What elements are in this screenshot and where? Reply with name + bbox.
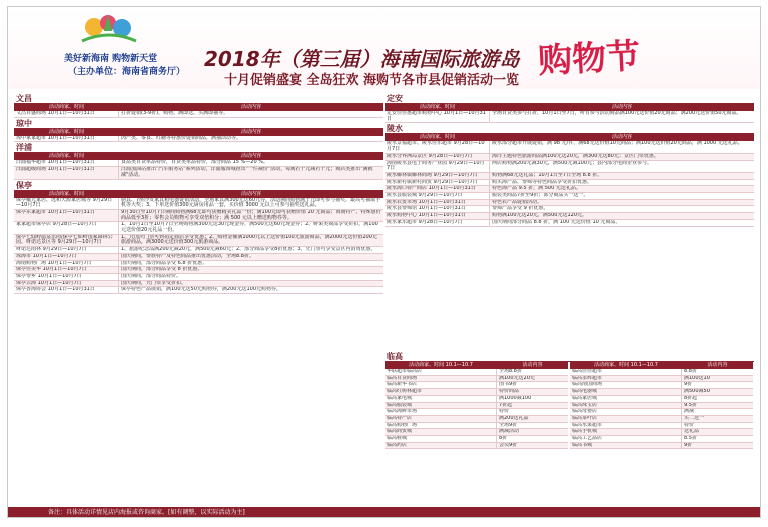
store-cell: 临高母婴店: [570, 409, 682, 415]
content-cell: 洋浦加油站推出"汽车服务站"系列活动，洋浦服饰城推出"一件减价"活动，每满若干元减若干元；商店类推出"满就减"活动。: [121, 167, 373, 178]
content-cell: 9月30日至10月7日期间购物满68元即可获赠精美礼品一份；满100元即可获赠价值 20 元商品；海南特产、特殊惠价商品低至3折；零售会员购物可享受双倍积分；满 500 元以上赠送购物券等。: [121, 209, 381, 221]
store-cell: 文昌百盛商场 10月1日—10月31日: [14, 111, 119, 117]
table-row: [385, 369, 568, 376]
footer-note: 备注：具体活动详情见店内海报或咨询商家。[如有调整，以实际活动为主]: [8, 507, 760, 518]
region-title: 洋浦: [14, 142, 383, 153]
table-row: [14, 167, 383, 179]
header-store: 活动商家、时间: [419, 104, 455, 110]
store-cell: 保亭东家超市 10月1日—10月31日: [14, 210, 119, 221]
store-cell: 临高南国商场: [570, 382, 682, 388]
content-cell: 买二送一: [684, 415, 705, 421]
table-row: [385, 429, 568, 436]
store-cell: 陵水家乐超市 9月28日—10月7日: [385, 220, 490, 226]
content-cell: 1、10月1日至10月7日全场购物满300元送30元现金券，满500元送60元现金券；2、鲜果类商品享受折扣，满100元送价值20元礼品一份。: [121, 222, 378, 234]
table-header: [385, 104, 754, 111]
table-row: [385, 193, 754, 200]
header-content: 活动内容: [240, 153, 261, 160]
store-cell: 陵水县服装城 9月29日—10月7日: [385, 193, 490, 199]
store-cell: 临高商贸城: [385, 429, 497, 435]
content-cell: 9折: [684, 382, 693, 388]
linlin-table-left: [385, 362, 568, 449]
table-row: [385, 382, 568, 389]
content-cell: 特色农产品促销活动。: [492, 199, 543, 205]
content-cell: 国庆期间，黎族特产及特色商品推出优惠活动，全场8.8折。: [121, 253, 254, 259]
table-row: [570, 376, 753, 383]
linlin-table-right: [570, 362, 753, 449]
header-store: 活动商家、时间 10.1—10.7: [409, 362, 473, 368]
table-row: [385, 436, 568, 443]
table-row: [385, 111, 754, 123]
table-header: [385, 362, 568, 369]
region-title: 保亭: [14, 180, 383, 191]
table-row: [385, 220, 754, 227]
store-cell: 临高海鲜市场: [385, 409, 497, 415]
region-title: 临高: [385, 351, 754, 362]
store-cell: 洋浦超级商场 10月1日—10月31日: [14, 167, 119, 178]
table-row: [385, 186, 754, 193]
table-row: [385, 396, 568, 403]
store-cell: 陵水分界洲岛景区 9月28日—10月7日: [385, 154, 490, 160]
table-row: [14, 254, 383, 261]
page-subtitle: 十月促销盛宴 全岛狂欢 海购节各市县促销活动一览: [224, 73, 520, 88]
region-title: 文昌: [14, 93, 383, 104]
store-cell: 临高药店: [385, 443, 497, 449]
region-title: 陵水: [385, 123, 754, 134]
table-row: [14, 261, 383, 268]
table-header: [570, 362, 753, 369]
store-cell: 临高珠宝店: [570, 403, 682, 409]
store-cell: 保亭七仙岭温泉乐园/保亭七仙岭国家森林公园、呀诺达景区等 9月29日—10月7日: [14, 235, 119, 246]
content-cell: 全场8.8折: [499, 369, 522, 374]
content-cell: 国庆期间，凭门票享受折扣。: [121, 280, 187, 286]
table-row: [14, 267, 383, 274]
store-cell: 临高永辉超市: [570, 376, 682, 382]
store-cell: 临高特产店: [385, 416, 497, 422]
store-cell: 陵水新村镇新村商贸 9月29日—10月7日: [385, 180, 490, 186]
table-row: [385, 423, 568, 430]
store-cell: 临高水果超市: [570, 423, 682, 429]
table-row: [14, 247, 383, 254]
table-row: [385, 443, 568, 450]
store-cell: 陵水县黎锦馆 10月1日—10月31日: [385, 206, 490, 212]
content-cell: 国庆期间部分商品 8.8 折，满 100 元送价值 10 元商品。: [492, 219, 621, 225]
table-row: [385, 173, 754, 180]
header-store: 活动商家、时间 10.1—10.7: [594, 362, 658, 368]
content-cell: 黎锦产品享受 9 折优惠。: [492, 206, 549, 212]
store-cell: 保亭椰元家居、远和天源家居城等 9月29日—10月7日: [14, 198, 119, 209]
table-row: [385, 141, 754, 153]
table-row: [385, 200, 754, 207]
table-row: [385, 409, 568, 416]
table-row: [570, 409, 753, 416]
region-title: 琼中: [14, 118, 383, 129]
content-cell: 9折: [684, 442, 693, 448]
header-store: 活动商家、时间: [48, 128, 84, 135]
content-cell: 8.5折: [684, 436, 697, 442]
table-row: [570, 389, 753, 396]
content-cell: 国庆期间，部分商品享受 6.8 折优惠。: [121, 260, 208, 266]
store-cell: 临高红树林超市: [385, 389, 497, 395]
content-cell: 8折起: [684, 395, 698, 401]
header-content: 活动内容: [522, 362, 543, 368]
content-cell: 1、凭国庆门票可到指定商店享受优惠；2、购物金额满1000元以上送价值100元旅游商品，满2000元送价值200元旅游商品，满3000元送价值300元旅游商品。: [121, 234, 377, 246]
store-cell: 陵水农贸市场 10月1日—10月31日: [385, 200, 490, 206]
store-cell: 临高佳佳超市: [570, 369, 682, 375]
table-row: [14, 111, 383, 118]
content-cell: 网店购物满200元减30元，满500元减100元；县内部分电商企业参与。: [492, 160, 652, 166]
store-cell: 陵水椰林镇椰林商场 9月29日—10月7日: [385, 173, 490, 179]
right-column: [385, 93, 754, 227]
content-cell: 购物满68元送礼品；10月1日至7日全场 8.8 折。: [492, 172, 603, 178]
header-store: 活动商家、时间: [419, 134, 455, 141]
banner: [8, 7, 760, 89]
content-cell: 特价商品: [499, 389, 520, 395]
table-header: [14, 153, 383, 160]
store-cell: 陵水购物中心 10月1日—10月31日: [385, 213, 490, 219]
store-cell: 保亭佳美华 10月1日—10月7日: [14, 267, 119, 273]
content-cell: 送礼品: [684, 429, 700, 435]
table-row: [385, 154, 754, 161]
table-row: [570, 429, 753, 436]
content-cell: 购买海产品、黎锦等特色商品享受折扣优惠。: [492, 179, 593, 185]
table-row: [14, 281, 383, 288]
table-row: [570, 436, 753, 443]
content-cell: 9.5折: [684, 402, 697, 408]
store-cell: 呀诺达雨林 9月29日—10月7日: [14, 247, 119, 253]
store-cell: 家家超市保亭店 9月28日—10月7日: [14, 222, 119, 233]
store-cell: 临高鞋城: [385, 436, 497, 442]
content-cell: 海洋主题特色旅游商品满100元送20元，满300元送80元；景区门票优惠。: [492, 153, 659, 159]
region-title: 定安: [385, 93, 754, 104]
table-row: [570, 403, 753, 410]
store-cell: 海南购物广场 10月1日—10月7日: [14, 261, 119, 267]
content-cell: 会员9折: [499, 442, 518, 448]
table-row: [14, 160, 383, 167]
table-row: [570, 396, 753, 403]
content-cell: 1、旅游纪念品满200元减20元，满500元减60元；2、部分商品享受8折优惠；3、凭门票可享受景区内消费优惠。: [121, 247, 376, 253]
header-content: 活动内容: [611, 104, 632, 110]
content-cell: 购物满100元送20元，满500元送120元。: [492, 213, 587, 219]
header-content: 活动内容: [240, 128, 261, 135]
content-cell: 肉产类、零食、红糖等特惠价促销商品，满抽活动等。: [121, 135, 242, 141]
table-header: [14, 129, 383, 136]
table-row: [14, 287, 383, 294]
store-cell: 保亭云海 10月1日—10月7日: [14, 281, 119, 287]
table-row: [14, 198, 383, 210]
table-row: [570, 382, 753, 389]
store-cell: 临高手机城: [570, 429, 682, 435]
content-cell: 满100元送20元: [499, 375, 535, 381]
content-cell: 满减: [684, 409, 695, 415]
page: [7, 6, 761, 518]
table-row: [570, 443, 753, 450]
content-cell: 图书9折: [499, 382, 518, 388]
content-cell: 7折起: [499, 402, 513, 408]
table-row: [14, 274, 383, 281]
table-row: [385, 213, 754, 220]
header-content: 活动内容: [240, 104, 261, 110]
table-header: [14, 191, 383, 198]
page-title: 2018年（第三届）海南国际旅游岛: [204, 47, 520, 71]
content-cell: 满500减50: [684, 389, 710, 395]
store-cell: 保亭香海协会 10月1日—10月31日: [14, 287, 119, 293]
content-cell: 特色海产品 9.5 折，满 500 元送礼品。: [492, 186, 581, 192]
header-content: 活动内容: [611, 134, 632, 141]
table-row: [385, 403, 568, 410]
content-cell: 满200送礼品: [499, 415, 529, 421]
store-cell: 临高家电城: [385, 396, 497, 402]
header-content: 活动内容: [240, 190, 261, 197]
title-artwork: 购物节: [537, 36, 642, 82]
header-store: 活动商家、时间: [48, 190, 84, 197]
content-cell: 8折: [499, 436, 508, 442]
linlin-section: [385, 351, 754, 449]
store-cell: 临高茶叶店: [570, 416, 682, 422]
table-row: [385, 206, 754, 213]
shopping-festival-logo: [74, 11, 144, 49]
store-cell: 洋浦福华超市 10月1日—10月31日: [14, 160, 119, 166]
content-cell: 8.8折: [684, 369, 697, 374]
content-cell: 特价: [499, 409, 510, 415]
content-cell: 食品类百货单品特价，百货类单品特价，部分商品 15 %—20 %。: [121, 160, 268, 166]
content-cell: 服装类商品7折至9折；部分商品买一送一。: [492, 193, 589, 199]
store-cell: 临高工艺品店: [570, 436, 682, 442]
content-cell: 全场百货类参与打折，10月1日至7日，所有参与活动商品满100元送价值20元商品；满200元送价值50元商品。: [492, 111, 742, 116]
table-header: [14, 104, 383, 111]
store-cell: 海南陵水县电子商务产业园 9月29日—10月7日: [385, 161, 490, 172]
table-row: [14, 210, 383, 222]
store-cell: 琼中家家超市 10月1日—10月31日: [14, 136, 119, 142]
table-row: [14, 222, 383, 234]
table-row: [385, 180, 754, 187]
content-cell: 陵水部分超市开展促销，满 98 元/件，满68元送价值10元商品；满100元送价值20元商品，满 1000 元送礼品。: [492, 141, 743, 147]
store-cell: 临高新华书店: [385, 382, 497, 388]
store-cell: 临高电器城: [570, 389, 682, 395]
table-row: [385, 161, 754, 173]
organizer: （主办单位：海南省商务厅）: [68, 67, 186, 77]
table-row: [385, 389, 568, 396]
header-store: 活动商家、时间: [48, 153, 84, 160]
store-cell: 临高书城: [570, 443, 682, 449]
table-row: [14, 136, 383, 143]
store-cell: 华联超市临高店: [385, 369, 497, 375]
store-cell: 定安佳佳惠超市购物中心 10月1日—10月31日: [385, 111, 490, 122]
content-cell: 满减活动: [499, 429, 520, 435]
table-row: [14, 235, 383, 247]
content-cell: 打折促销(3-9折)，购物、满即送、买满即抽等。: [121, 111, 229, 116]
content-cell: 全场9折: [499, 422, 518, 428]
store-cell: 临高服装城: [385, 403, 497, 409]
store-cell: 保亭黎乡 10月1日—10月7日: [14, 274, 119, 280]
table-row: [385, 376, 568, 383]
table-row: [570, 416, 753, 423]
table-header: [385, 134, 754, 141]
store-cell: 陵水海口特产商店 10月1日—10月31日: [385, 186, 490, 192]
content-cell: 保亭特色产品展销，满100元送50元购物券，满200元送100元购物券。: [121, 287, 281, 293]
slogan: 美好新海南 购物新天堂: [64, 54, 158, 64]
content-cell: 厨具、7座沙发家具和电器促销活动，全场家具满300元送60元券，活动期间购物满千元即可参与抽奖，最高可抽取手机等大奖；3、下单送价值300元厨房用品一套，买价值 3000 元以上可参与抽奖送礼品。: [121, 197, 381, 209]
header-content: 活动内容: [707, 362, 728, 368]
store-cell: 琼海市 10月1日—10月7日: [14, 254, 119, 260]
header-store: 活动商家、时间: [48, 104, 84, 110]
content-cell: 特价: [684, 422, 695, 428]
table-row: [385, 416, 568, 423]
content-cell: 满100送10: [684, 375, 710, 381]
table-row: [570, 369, 753, 376]
content-cell: 国庆期间，部分商品享受 8 折优惠。: [121, 267, 203, 273]
content-cell: 国庆期间，部分商品特价。: [121, 273, 182, 279]
left-column: [14, 93, 383, 294]
store-cell: 临高家居城: [570, 396, 682, 402]
store-cell: 临高购物广场: [385, 423, 497, 429]
store-cell: 临高百货商场: [385, 376, 497, 382]
content-cell: 满1000减100: [499, 395, 532, 401]
table-row: [570, 423, 753, 430]
store-cell: 陵水景福超市、陵水佳乐超市 9月28日—10月7日: [385, 141, 490, 152]
